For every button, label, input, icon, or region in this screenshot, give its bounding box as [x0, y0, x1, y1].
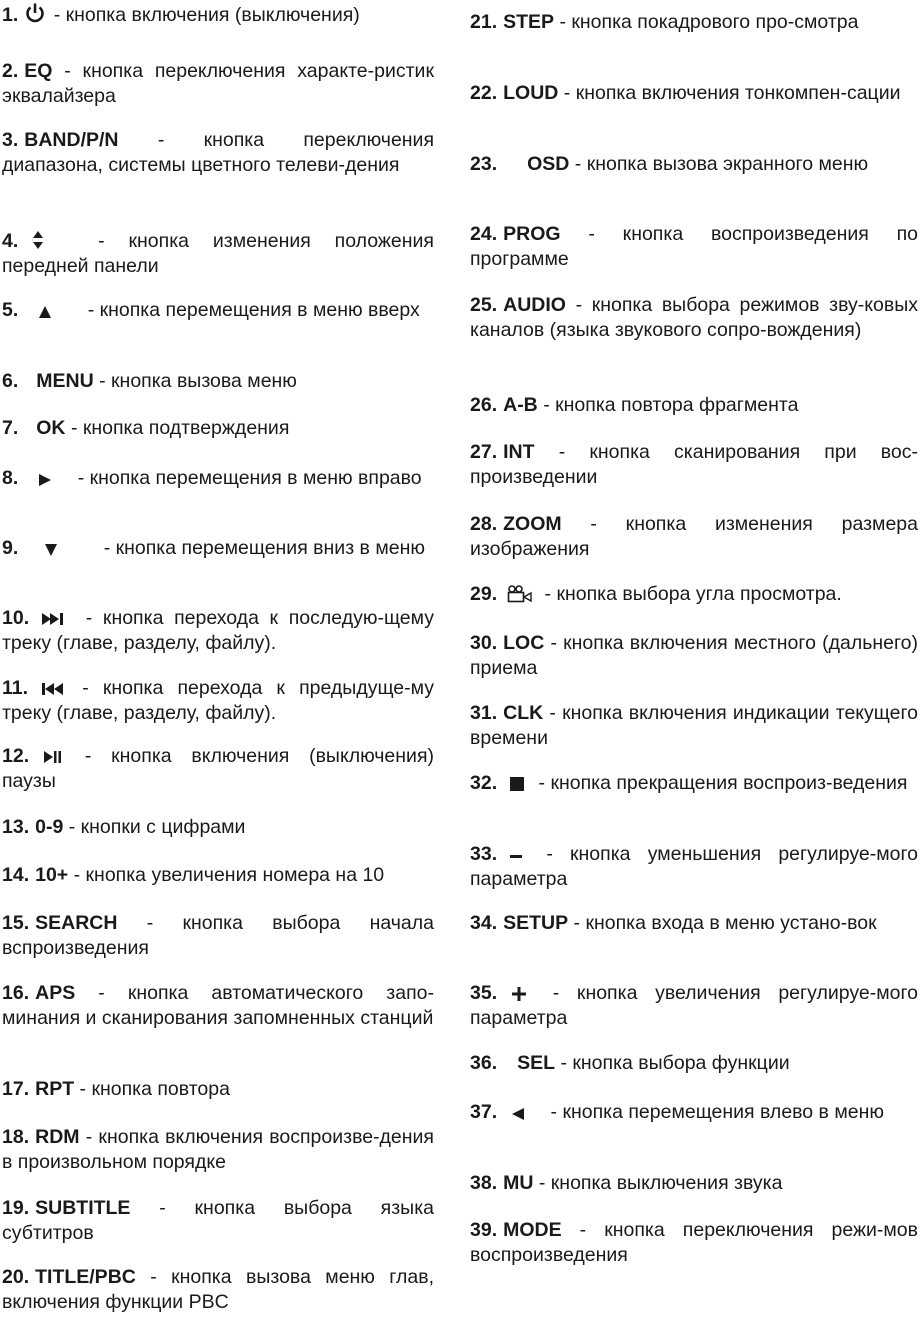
list-item: [470, 1171, 918, 1196]
item-number: 12.: [2, 745, 30, 767]
item-number: 10.: [2, 607, 30, 629]
item-number: 8.: [2, 467, 19, 489]
item-number: 20.: [2, 1266, 30, 1288]
item-description: - кнопка повтора: [79, 1078, 230, 1100]
list-item: [470, 152, 918, 177]
item-description: - кнопка перемещения в меню вверх: [87, 299, 420, 321]
list-item: [2, 2, 434, 28]
item-number: 4.: [2, 230, 19, 252]
list-item: [2, 59, 434, 109]
list-item: [470, 293, 918, 343]
item-number: 27.: [470, 441, 498, 463]
list-item: [470, 582, 918, 607]
item-number: 32.: [470, 772, 498, 794]
right-triangle-icon: [38, 466, 52, 491]
list-item: [2, 606, 434, 656]
item-number: 5.: [2, 299, 19, 321]
minus-icon: [509, 842, 523, 867]
item-key: RDM: [35, 1126, 80, 1148]
power-icon: [24, 2, 46, 28]
item-number: 9.: [2, 537, 19, 559]
item-number: 19.: [2, 1197, 30, 1219]
item-number: 6.: [2, 370, 19, 392]
item-number: 39.: [470, 1219, 498, 1241]
list-item: [2, 229, 434, 279]
item-key: SUBTITLE: [35, 1197, 131, 1219]
list-item: [2, 1125, 434, 1175]
item-key: 10+: [35, 864, 69, 886]
item-key: A-B: [503, 394, 538, 416]
item-key: 0-9: [35, 816, 64, 838]
list-item: [2, 815, 434, 840]
item-description: - кнопка уменьшения регулируе-мого параметра: [470, 843, 918, 890]
list-item: [2, 1077, 434, 1102]
item-key: RPT: [35, 1078, 75, 1100]
item-description: - кнопки с цифрами: [68, 816, 246, 838]
item-number: 35.: [470, 982, 498, 1004]
item-description: - кнопка прекращения воспроиз-ведения: [538, 772, 908, 794]
item-description: - кнопка включения воспроизве-дения в произвольном порядке: [2, 1126, 434, 1173]
list-item: [2, 1196, 434, 1246]
list-item: [470, 1218, 918, 1268]
list-item: [2, 676, 434, 726]
item-key: AUDIO: [503, 294, 566, 316]
item-description: - кнопка изменения положения передней панели: [2, 230, 434, 277]
item-key: LOC: [503, 632, 545, 654]
item-key: OK: [36, 417, 66, 439]
previous-track-icon: [40, 676, 64, 701]
item-number: 22.: [470, 82, 498, 104]
list-item: [470, 1051, 918, 1076]
item-number: 7.: [2, 417, 19, 439]
item-key: MENU: [36, 370, 94, 392]
list-item: [2, 1265, 434, 1315]
item-description: - кнопка включения (выключения): [53, 4, 360, 26]
list-item: [2, 863, 434, 888]
item-number: 28.: [470, 513, 498, 535]
list-item: [470, 222, 918, 272]
item-description: - кнопка перехода к последую-щему треку (главе, разделу, файлу).: [2, 607, 434, 654]
item-number: 14.: [2, 864, 30, 886]
item-key: EQ: [24, 60, 53, 82]
list-item: [2, 416, 434, 441]
list-item: [470, 981, 918, 1031]
item-number: 36.: [470, 1052, 498, 1074]
item-description: - кнопка увеличения номера на 10: [73, 864, 385, 886]
play-pause-icon: [43, 744, 63, 769]
item-description: - кнопка покадрового про-смотра: [559, 11, 859, 33]
list-item: [470, 440, 918, 490]
item-description: - кнопка вызова меню: [99, 370, 297, 392]
list-item: [470, 1100, 918, 1125]
item-number: 18.: [2, 1126, 30, 1148]
item-number: 11.: [2, 677, 29, 699]
item-number: 15.: [2, 912, 30, 934]
item-number: 38.: [470, 1172, 498, 1194]
item-number: 29.: [470, 583, 498, 605]
item-number: 31.: [470, 702, 498, 724]
item-number: 13.: [2, 816, 30, 838]
item-description: - кнопка вызова меню глав, включения функции PBC: [2, 1266, 434, 1313]
item-description: - кнопка переключения характе-ристик эквалайзера: [2, 60, 434, 107]
item-description: - кнопка включения (выключения) паузы: [2, 745, 434, 792]
item-description: - кнопка изменения размера изображения: [470, 513, 918, 560]
list-item: [470, 81, 918, 106]
item-description: - кнопка включения индикации текущего времени: [470, 702, 919, 749]
item-key: CLK: [503, 702, 544, 724]
list-item: [470, 393, 918, 418]
item-number: 21.: [470, 11, 498, 33]
item-number: 24.: [470, 223, 498, 245]
item-key: SETUP: [503, 912, 569, 934]
list-item: [2, 298, 434, 323]
plus-icon: [511, 981, 527, 1006]
item-number: 30.: [470, 632, 498, 654]
item-number: 34.: [470, 912, 498, 934]
stop-square-icon: [509, 771, 525, 796]
item-key: MU: [503, 1172, 534, 1194]
list-item: [2, 466, 434, 491]
item-number: 2.: [2, 60, 19, 82]
item-description: - кнопка включения местного (дальнего) приема: [470, 632, 918, 679]
item-description: - кнопка увеличения регулируе-мого параметра: [470, 982, 918, 1029]
item-number: 1.: [2, 4, 19, 26]
item-key: SEARCH: [35, 912, 118, 934]
item-description: - кнопка выбора угла просмотра.: [544, 583, 842, 605]
up-down-arrows-icon: [32, 229, 44, 254]
list-item: [470, 842, 918, 892]
item-key: APS: [35, 982, 76, 1004]
item-description: - кнопка переключения режи-мов воспроизведения: [470, 1219, 918, 1266]
item-description: - кнопка вызова экранного меню: [574, 153, 869, 175]
item-description: - кнопка подтверждения: [70, 417, 290, 439]
item-description: - кнопка перемещения в меню вправо: [77, 467, 422, 489]
item-description: - кнопка автоматического запо-минания и сканирования запомненных станций: [2, 982, 434, 1029]
item-number: 3.: [2, 129, 19, 151]
list-item: [2, 128, 434, 178]
item-number: 26.: [470, 394, 498, 416]
item-description: - кнопка перемещения вниз в меню: [103, 537, 425, 559]
item-key: LOUD: [503, 82, 559, 104]
list-item: [2, 536, 434, 561]
item-description: - кнопка воспроизведения по программе: [470, 223, 918, 270]
item-key: SEL: [517, 1052, 556, 1074]
item-description: - кнопка входа в меню устано-вок: [573, 912, 877, 934]
item-description: - кнопка выключения звука: [538, 1172, 783, 1194]
item-key: BAND/P/N: [24, 129, 119, 151]
item-key: INT: [503, 441, 535, 463]
item-description: - кнопка выбора языка субтитров: [2, 1197, 435, 1244]
item-description: - кнопка переключения диапазона, системы цветного телеви-дения: [2, 129, 435, 176]
item-number: 23.: [470, 153, 498, 175]
item-number: 33.: [470, 843, 498, 865]
item-number: 25.: [470, 294, 498, 316]
item-description: - кнопка выбора начала вспроизведения: [2, 912, 434, 959]
list-item: [2, 911, 434, 961]
list-item: [470, 701, 918, 751]
item-key: MODE: [503, 1219, 562, 1241]
item-number: 37.: [470, 1101, 498, 1123]
item-key: STEP: [503, 11, 555, 33]
next-track-icon: [41, 606, 65, 631]
list-item: [470, 512, 918, 562]
item-key: PROG: [503, 223, 561, 245]
left-triangle-icon: [511, 1100, 525, 1125]
camera-angle-icon: [507, 582, 533, 607]
item-number: 16.: [2, 982, 30, 1004]
up-triangle-icon: [38, 298, 52, 323]
item-description: - кнопка перехода к предыдуще-му треку (главе, разделу, файлу).: [2, 677, 434, 724]
list-item: [2, 369, 434, 394]
item-description: - кнопка перемещения влево в меню: [550, 1101, 884, 1123]
list-item: [2, 981, 434, 1031]
item-key: TITLE/PBC: [35, 1266, 136, 1288]
item-description: - кнопка выбора режимов зву-ковых каналов (языка звукового сопро-вождения): [470, 294, 918, 341]
item-description: - кнопка сканирования при вос-произведении: [470, 441, 919, 488]
list-item: [470, 771, 918, 796]
item-description: - кнопка повтора фрагмента: [543, 394, 799, 416]
list-item: [470, 911, 918, 936]
item-key: ZOOM: [503, 513, 562, 535]
list-item: [470, 10, 918, 35]
item-description: - кнопка включения тонкомпен-сации: [563, 82, 901, 104]
item-description: - кнопка выбора функции: [560, 1052, 790, 1074]
list-item: [2, 744, 434, 794]
list-item: [470, 631, 918, 681]
item-number: 17.: [2, 1078, 30, 1100]
down-triangle-icon: [44, 536, 58, 561]
item-key: OSD: [527, 153, 570, 175]
